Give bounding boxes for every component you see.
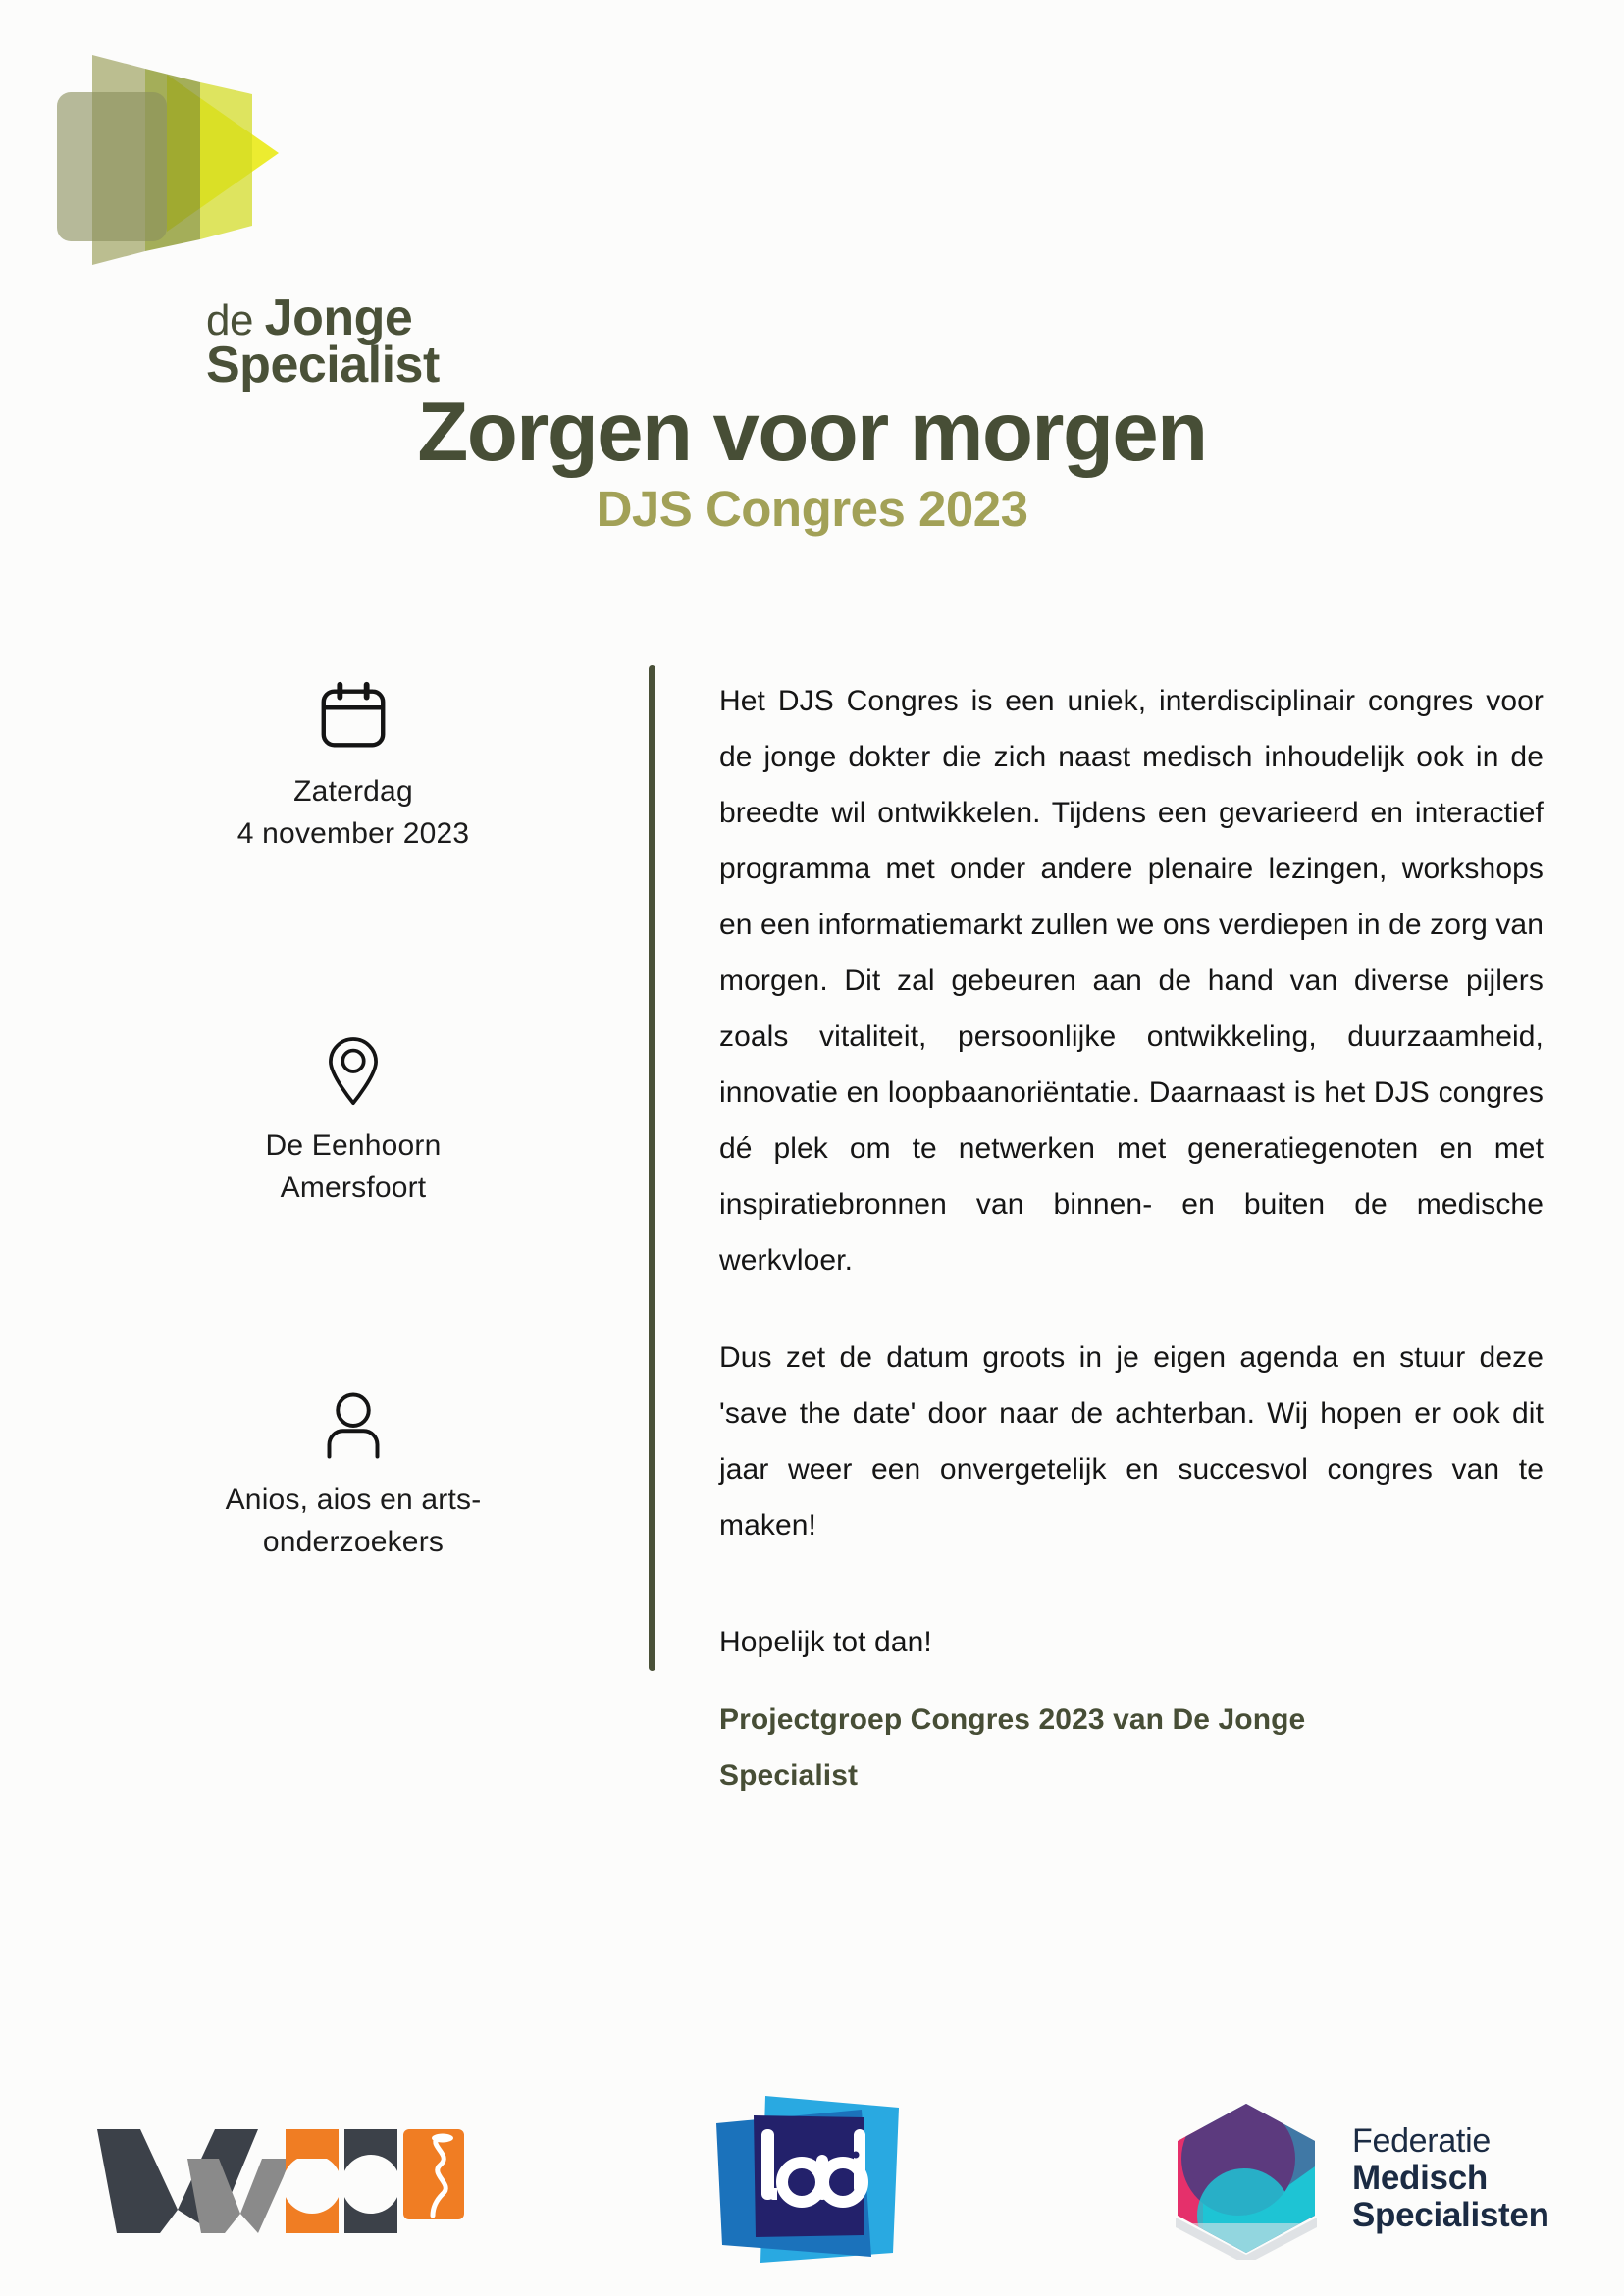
- vvaa-logo: [93, 2115, 466, 2233]
- brand-wordmark-specialist: Specialist: [206, 336, 440, 393]
- footer-logos: [0, 2080, 1624, 2276]
- info-venue-line2: Amersfoort: [280, 1171, 427, 1204]
- fms-line-medisch: Medisch: [1352, 2159, 1488, 2198]
- brand-wordmark-jonge: Jonge: [264, 289, 413, 346]
- info-date-line2: 4 november 2023: [236, 816, 470, 850]
- info-item-date: [108, 677, 599, 855]
- lad-logo: [707, 2088, 903, 2274]
- fms-hexagon-icon: [1168, 2098, 1325, 2260]
- closing-line: Hopelijk tot dan!: [719, 1626, 932, 1658]
- body-paragraph-1: Het DJS Congres is een uniek, interdisciplinair congres voor de jonge dokter die zich naast medisch inhoudelijk ook in de breedte wil ontwikkelen. Tijdens een gevarieerd en interactief programma met onder andere plenaire lezingen, workshops en een informatiemarkt zullen we ons verdiepen in de zorg van morgen. Dit zal gebeuren aan de hand van diverse pijlers zoals vitaliteit, persoonlijke ontwikkeling, duurzaamheid, innovatie en loopbaanoriëntatie. Daarnaast is het DJS congres dé plek om te netwerken met generatiegenoten en met inspiratiebronnen van binnen- en buiten de medische werkvloer.: [719, 685, 1544, 1277]
- signature-line: Projectgroep Congres 2023 van De Jonge Specialist: [719, 1703, 1306, 1792]
- info-item-audience: [108, 1385, 599, 1563]
- de-jonge-specialist-mark-icon: [51, 47, 345, 273]
- federatie-medisch-specialisten-logo: [1168, 2098, 1549, 2260]
- title-block: [0, 386, 1624, 537]
- event-info-column: [108, 677, 599, 1564]
- info-venue-line1: De Eenhoorn: [265, 1129, 442, 1163]
- info-date-line1: Zaterdag: [293, 775, 413, 808]
- person-icon: [319, 1385, 388, 1466]
- fms-line-specialisten: Specialisten: [1352, 2195, 1549, 2234]
- vertical-divider: [649, 665, 655, 1671]
- fms-line-federatie: Federatie: [1352, 2122, 1491, 2161]
- location-pin-icon: [321, 1031, 386, 1112]
- brand-wordmark-de: de: [206, 296, 265, 344]
- brand-wordmark: [206, 289, 440, 393]
- page-title: Zorgen voor morgen: [417, 386, 1207, 479]
- info-item-venue: [108, 1031, 599, 1209]
- body-paragraph-2: Dus zet de datum groots in je eigen agenda en stuur deze 'save the date' door naar de achterban. Wij hopen er ook dit jaar weer een onvergetelijk en succesvol congres van te maken!: [719, 1341, 1544, 1541]
- info-audience-line1: Anios, aios en arts-: [225, 1484, 482, 1517]
- fms-wordmark: [1352, 2123, 1549, 2233]
- info-audience-line2: onderzoekers: [262, 1525, 445, 1558]
- brand-logo: [51, 47, 463, 393]
- body-text-column: [719, 673, 1544, 1803]
- calendar-icon: [315, 677, 392, 757]
- page-subtitle: DJS Congres 2023: [596, 481, 1028, 537]
